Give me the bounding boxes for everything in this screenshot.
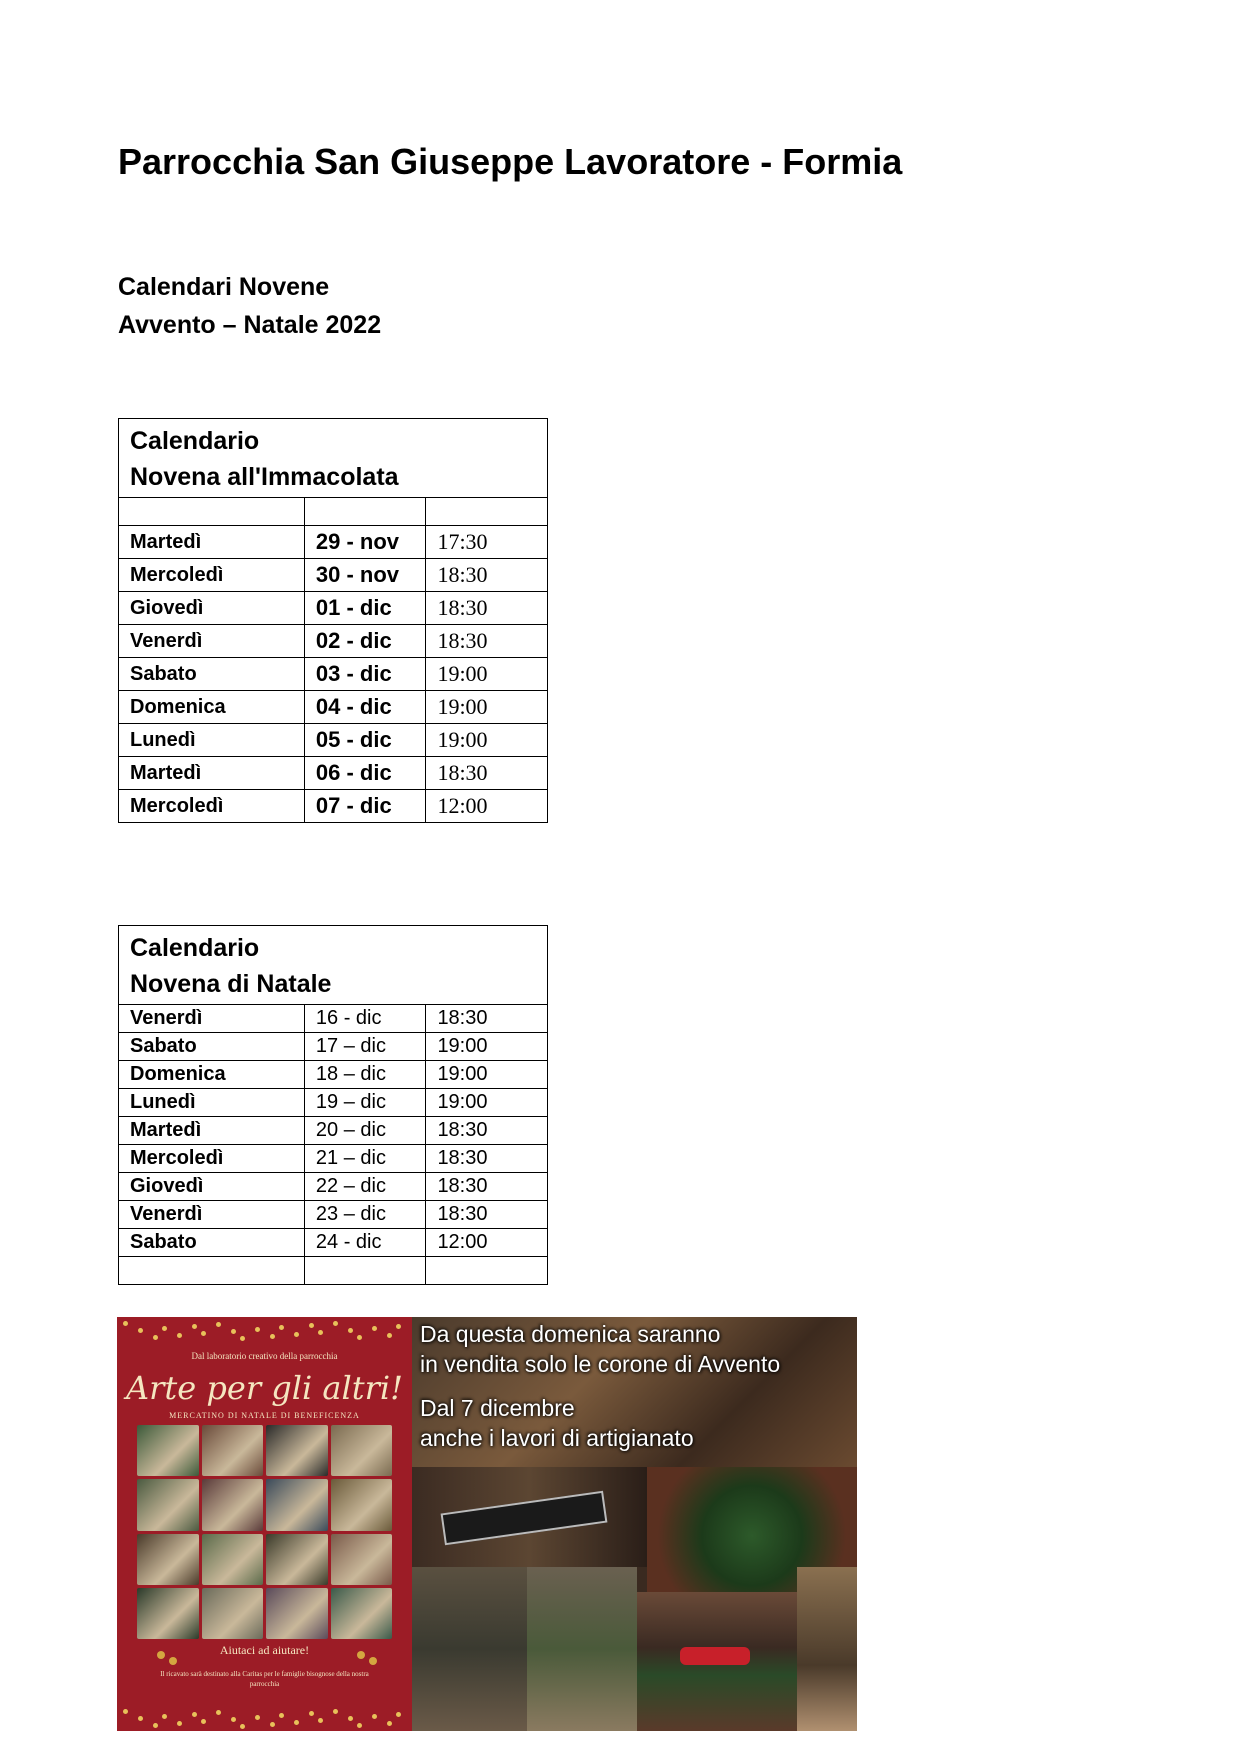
date-cell: 02 - dic [304, 625, 426, 658]
table-blank-row [119, 1257, 548, 1285]
gold-dot-icon [192, 1712, 197, 1717]
time-cell: 19:00 [426, 724, 548, 757]
gold-dot-icon [216, 1710, 221, 1715]
date-cell: 24 - dic [304, 1229, 426, 1257]
calendar-heading-line-2: Novena all'Immacolata [130, 463, 399, 491]
table-row [119, 1061, 548, 1089]
date-cell: 20 – dic [304, 1117, 426, 1145]
overlay-line-1: Da questa domenica saranno [420, 1321, 721, 1347]
date-cell: 29 - nov [304, 526, 426, 559]
poster-left-panel [117, 1317, 412, 1731]
day-cell: Mercoledì [119, 790, 305, 823]
gold-dot-icon [309, 1711, 314, 1716]
holly-icon [169, 1657, 177, 1665]
date-cell: 03 - dic [304, 658, 426, 691]
day-cell: Sabato [119, 1229, 305, 1257]
table-row [119, 1033, 548, 1061]
day-cell: Sabato [119, 658, 305, 691]
calendar-heading-line-1: Calendario [130, 427, 260, 455]
craft-photo-tile [266, 1425, 328, 1476]
poster-script-title: Arte per gli altri! [126, 1369, 403, 1407]
gold-dot-icon [279, 1325, 284, 1330]
day-cell: Lunedì [119, 724, 305, 757]
calendar-immacolata-table [118, 418, 548, 823]
calendar-natale-table [118, 925, 548, 1285]
gold-dot-icon [138, 1716, 143, 1721]
table-row [119, 1173, 548, 1201]
gold-dot-icon [333, 1321, 338, 1326]
table-row [119, 691, 548, 724]
gold-dot-icon [357, 1723, 362, 1728]
gold-dot-icon [372, 1326, 377, 1331]
day-cell: Mercoledì [119, 1145, 305, 1173]
gold-dot-icon [216, 1322, 221, 1327]
day-cell: Martedì [119, 757, 305, 790]
day-cell: Domenica [119, 1061, 305, 1089]
date-cell: 07 - dic [304, 790, 426, 823]
calendar-heading-line-2: Novena di Natale [130, 970, 332, 998]
date-cell: 04 - dic [304, 691, 426, 724]
time-cell: 18:30 [426, 1201, 548, 1229]
poster-slogan: Aiutaci ad aiutare! [219, 1643, 310, 1657]
table-row [119, 526, 548, 559]
gold-dot-icon [153, 1335, 158, 1340]
table-row [119, 625, 548, 658]
gold-dot-icon [177, 1721, 182, 1726]
overlay-line-3: Dal 7 dicembre [420, 1395, 575, 1421]
gold-dot-icon [333, 1709, 338, 1714]
gold-dot-icon [240, 1724, 245, 1729]
date-cell: 18 – dic [304, 1061, 426, 1089]
candle-wreath-photo [527, 1567, 637, 1731]
gold-dot-icon [201, 1331, 206, 1336]
gold-dot-icon [396, 1324, 401, 1329]
gold-dot-icon [348, 1716, 353, 1721]
date-cell: 19 – dic [304, 1089, 426, 1117]
time-cell: 19:00 [426, 1089, 548, 1117]
table-row [119, 1145, 548, 1173]
time-cell: 17:30 [426, 526, 548, 559]
craft-photo-tile [331, 1479, 393, 1530]
document-subtitle [118, 268, 381, 344]
poster-lab-text: Dal laboratorio creativo della parrocchia [191, 1351, 338, 1361]
gold-dot-icon [162, 1714, 167, 1719]
candle-wreath-photo [412, 1567, 527, 1731]
craft-photo-tile [137, 1534, 199, 1585]
poster-market-text: MERCATINO DI NATALE DI BENEFICENZA [169, 1411, 360, 1420]
craft-photo-tile [137, 1588, 199, 1639]
gold-dot-icon [270, 1334, 275, 1339]
gold-dot-icon [318, 1718, 323, 1723]
calendar-heading-line-1: Calendario [130, 934, 260, 962]
table-row [119, 757, 548, 790]
gold-dots-decoration [117, 1705, 412, 1731]
table-row [119, 1005, 548, 1033]
day-cell: Giovedì [119, 592, 305, 625]
day-cell: Venerdì [119, 1005, 305, 1033]
subtitle-line-2: Avvento – Natale 2022 [118, 311, 382, 339]
overlay-line-4: anche i lavori di artigianato [420, 1425, 694, 1451]
date-cell: 22 – dic [304, 1173, 426, 1201]
holly-icon [369, 1657, 377, 1665]
christmas-tree-photo [797, 1567, 857, 1731]
time-cell: 12:00 [426, 1229, 548, 1257]
time-cell: 18:30 [426, 1145, 548, 1173]
page-title: Parrocchia San Giuseppe Lavoratore - Formia [118, 141, 903, 182]
gold-dot-icon [309, 1323, 314, 1328]
table-row [119, 1117, 548, 1145]
gold-dot-icon [192, 1324, 197, 1329]
gold-dot-icon [255, 1327, 260, 1332]
craft-photo-tile [137, 1425, 199, 1476]
day-cell: Martedì [119, 526, 305, 559]
day-cell: Domenica [119, 691, 305, 724]
time-cell: 18:30 [426, 757, 548, 790]
poster-overlay-text [420, 1319, 780, 1453]
gold-dot-icon [231, 1329, 236, 1334]
craft-photo-tile [202, 1534, 264, 1585]
gold-dots-decoration [117, 1317, 412, 1343]
time-cell: 18:30 [426, 625, 548, 658]
gold-dot-icon [162, 1326, 167, 1331]
calendar-heading [119, 926, 548, 1005]
day-cell: Martedì [119, 1117, 305, 1145]
gold-dot-icon [387, 1721, 392, 1726]
craft-photo-tile [202, 1588, 264, 1639]
gold-dot-icon [123, 1709, 128, 1714]
calendar-rows [119, 1005, 548, 1257]
calendar-heading-row [119, 419, 548, 498]
poster-fine-print: Il ricavato sarà destinato alla Caritas per le famiglie bisognose della nostra parrocchia [160, 1670, 369, 1688]
time-cell: 18:30 [426, 592, 548, 625]
day-cell: Venerdì [119, 625, 305, 658]
gold-dot-icon [231, 1717, 236, 1722]
time-cell: 18:30 [426, 1117, 548, 1145]
table-row [119, 724, 548, 757]
table-row [119, 1229, 548, 1257]
craft-photo-tile [266, 1534, 328, 1585]
poster-right-panel [412, 1317, 857, 1731]
date-cell: 21 – dic [304, 1145, 426, 1173]
craft-photo-tile [137, 1479, 199, 1530]
table-row [119, 1201, 548, 1229]
overlay-line-2: in vendita solo le corone di Avvento [420, 1351, 781, 1377]
craft-photo-tile [202, 1479, 264, 1530]
craft-photo-tile [331, 1588, 393, 1639]
date-cell: 23 – dic [304, 1201, 426, 1229]
gold-dot-icon [255, 1715, 260, 1720]
gold-dot-icon [387, 1333, 392, 1338]
gold-dot-icon [201, 1719, 206, 1724]
time-cell: 19:00 [426, 1033, 548, 1061]
gold-dot-icon [270, 1722, 275, 1727]
table-row [119, 1089, 548, 1117]
gold-dot-icon [396, 1712, 401, 1717]
time-cell: 19:00 [426, 1061, 548, 1089]
craft-photo-tile [266, 1479, 328, 1530]
day-cell: Giovedì [119, 1173, 305, 1201]
charity-market-poster [117, 1317, 857, 1731]
table-blank-row [119, 498, 548, 526]
craft-photo-tile [266, 1588, 328, 1639]
calendar-heading [119, 419, 548, 498]
time-cell: 19:00 [426, 691, 548, 724]
time-cell: 18:30 [426, 1005, 548, 1033]
gold-dot-icon [153, 1723, 158, 1728]
gold-dot-icon [372, 1714, 377, 1719]
time-cell: 12:00 [426, 790, 548, 823]
gold-dot-icon [279, 1713, 284, 1718]
gold-dot-icon [294, 1332, 299, 1337]
gold-dot-icon [177, 1333, 182, 1338]
date-cell: 01 - dic [304, 592, 426, 625]
time-cell: 19:00 [426, 658, 548, 691]
calendar-heading-row [119, 926, 548, 1005]
craft-photo-tile [331, 1425, 393, 1476]
gold-dot-icon [348, 1328, 353, 1333]
gold-dot-icon [294, 1720, 299, 1725]
craft-photo-tile [331, 1534, 393, 1585]
poster-photo-grid [137, 1425, 392, 1639]
table-row [119, 658, 548, 691]
craft-photo-tile [202, 1425, 264, 1476]
gold-dot-icon [123, 1321, 128, 1326]
day-cell: Mercoledì [119, 559, 305, 592]
time-cell: 18:30 [426, 1173, 548, 1201]
gold-dot-icon [240, 1336, 245, 1341]
calendar-rows [119, 526, 548, 823]
table-row [119, 592, 548, 625]
gold-dot-icon [138, 1328, 143, 1333]
date-cell: 05 - dic [304, 724, 426, 757]
day-cell: Venerdì [119, 1201, 305, 1229]
day-cell: Sabato [119, 1033, 305, 1061]
red-ribbon-photo [680, 1647, 750, 1665]
table-row [119, 559, 548, 592]
date-cell: 16 - dic [304, 1005, 426, 1033]
date-cell: 30 - nov [304, 559, 426, 592]
date-cell: 06 - dic [304, 757, 426, 790]
gold-dot-icon [318, 1330, 323, 1335]
day-cell: Lunedì [119, 1089, 305, 1117]
time-cell: 18:30 [426, 559, 548, 592]
date-cell: 17 – dic [304, 1033, 426, 1061]
subtitle-line-1: Calendari Novene [118, 273, 330, 301]
table-row [119, 790, 548, 823]
gold-dot-icon [357, 1335, 362, 1340]
